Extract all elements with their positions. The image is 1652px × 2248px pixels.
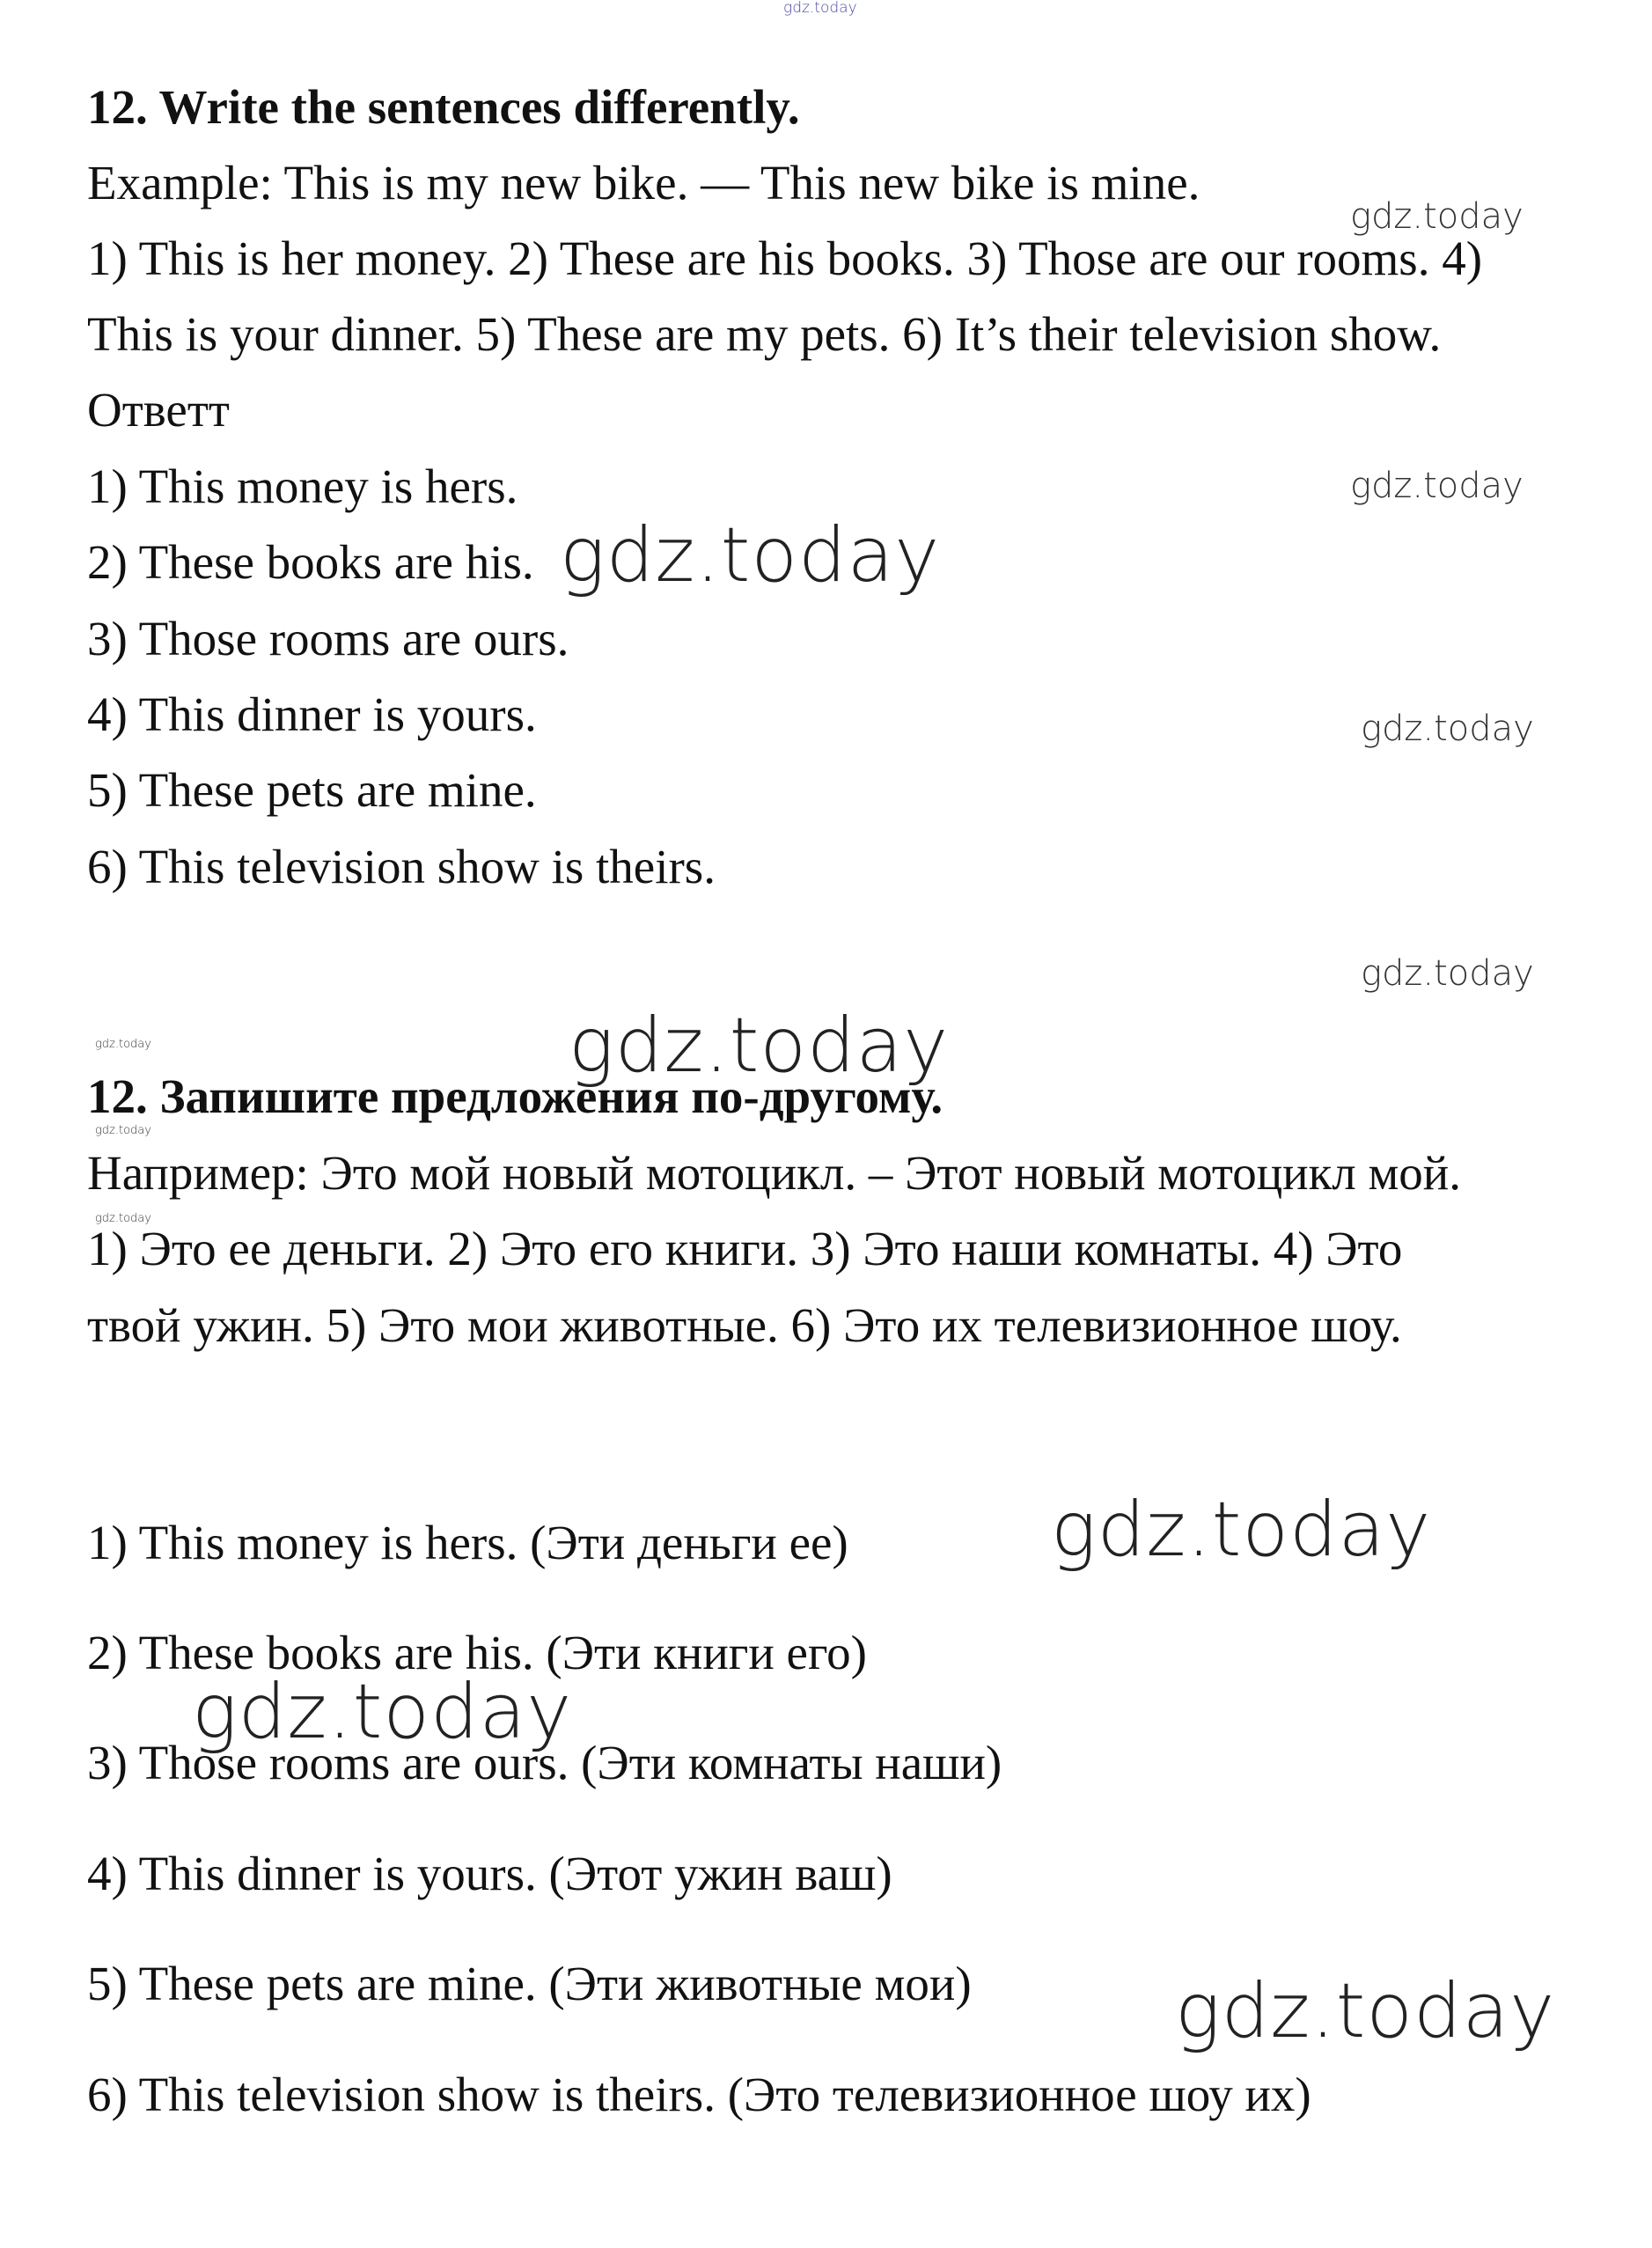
watermark: gdz.today [192,1668,573,1756]
watermark: gdz.today [95,1038,151,1051]
russian-answer: 2) These books are his. (Эти книги его) [87,1626,867,1679]
russian-title: 12. Запишите предложения по-другому. [87,1069,943,1123]
english-task-line: 1) This is her money. 2) These are his books. 3) Those are our rooms. 4) [87,231,1483,285]
watermark: gdz.today [560,511,941,599]
watermark: gdz.today [95,1124,151,1137]
english-title: 12. Write the sentences differently. [87,80,800,134]
russian-answer: 5) These pets are mine. (Эти животные мои) [87,1957,972,2010]
russian-task-line: твой ужин. 5) Это мои животные. 6) Это их телевизионное шоу. [87,1298,1402,1352]
english-answer: 2) These books are his. [87,535,534,589]
english-answer: 6) This television show is theirs. [87,840,716,893]
russian-answer: 3) Those rooms are ours. (Эти комнаты наши) [87,1736,1002,1789]
english-answer: 5) These pets are mine. [87,763,537,817]
english-task-line: This is your dinner. 5) These are my pets. 6) It’s their television show. [87,307,1442,361]
watermark: gdz.today [1350,466,1524,506]
answer-label: Ответт [87,383,230,437]
watermark: gdz.today [1175,1967,1556,2055]
russian-answer: 1) This money is hers. (Эти деньги ее) [87,1516,848,1569]
russian-answer: 6) This television show is theirs. (Это телевизионное шоу их) [87,2068,1311,2121]
watermark: gdz.today [569,1002,950,1090]
russian-example: Например: Это мой новый мотоцикл. – Этот новый мотоцикл мой. [87,1146,1461,1200]
english-answer: 1) This money is hers. [87,459,518,513]
russian-answer: 4) This dinner is yours. (Этот ужин ваш) [87,1847,892,1900]
russian-task-line: 1) Это ее деньги. 2) Это его книги. 3) Это наши комнаты. 4) Это [87,1222,1403,1275]
watermark: gdz.today [1361,953,1534,994]
watermark: gdz.today [1051,1486,1432,1574]
watermark: gdz.today [95,1212,151,1225]
watermark: gdz.today [1350,196,1524,237]
english-answer: 3) Those rooms are ours. [87,612,569,665]
watermark: gdz.today [1361,709,1534,749]
english-example: Example: This is my new bike. — This new bike is mine. [87,156,1200,209]
english-answer: 4) This dinner is yours. [87,687,537,741]
watermark: gdz.today [783,0,857,17]
